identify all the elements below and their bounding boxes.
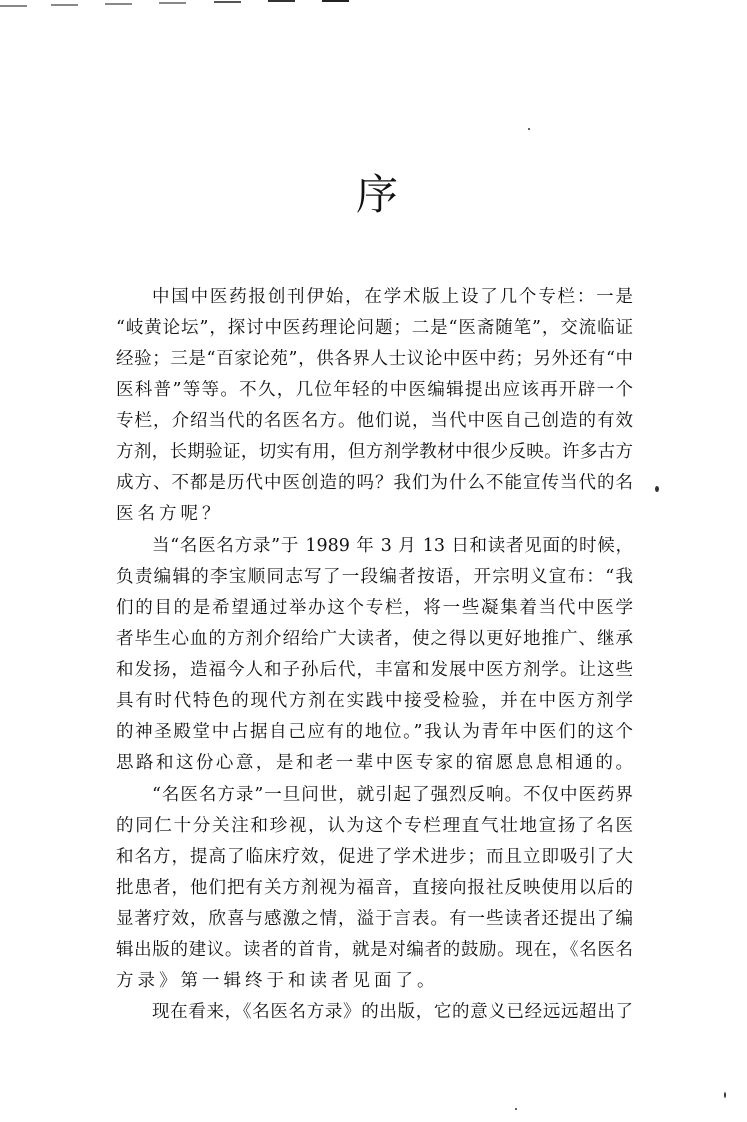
text-line: 显著疗效，欣喜与感激之情，溢于言表。有一些读者还提出了编 xyxy=(116,909,633,929)
text-line: 方剂，长期验证，切实有用，但方剂学教材中很少反映。许多古方 xyxy=(116,442,633,462)
text-line: 者毕生心血的方剂介绍给广大读者，使之得以更好地推广、继承 xyxy=(116,629,633,649)
text-line: 负责编辑的李宝顺同志写了一段编者按语，开宗明义宣布：“我 xyxy=(116,567,633,587)
text-line: 思路和这份心意，是和老一辈中医专家的宿愿息息相通的。 xyxy=(116,753,633,773)
text-line: 方录》第一辑终于和读者见面了。 xyxy=(116,971,439,991)
text-line: 中国中医药报创刊伊始，在学术版上设了几个专栏：一是 xyxy=(152,287,633,307)
text-line: “名医名方录”一旦问世，就引起了强烈反响。不仅中医药界 xyxy=(152,785,633,805)
scan-speck xyxy=(655,486,659,492)
text-line: 和发扬，造福今人和子孙后代，丰富和发展中医方剂学。让这些 xyxy=(116,660,633,680)
text-line: “岐黄论坛”，探讨中医药理论问题；二是“医斋随笔”，交流临证 xyxy=(116,318,633,338)
text-line: 现在看来，《名医名方录》的出版，它的意义已经远远超出了 xyxy=(152,1002,633,1022)
edge-dash xyxy=(0,5,27,7)
text-line: 经验；三是“百家论苑”，供各界人士议论中医中药；另外还有“中 xyxy=(116,349,633,369)
text-line: 医科普”等等。不久，几位年轻的中医编辑提出应该再开辟一个 xyxy=(116,380,633,400)
edge-dash xyxy=(322,0,349,2)
text-line: 当“名医名方录”于 1989 年 3 月 13 日和读者见面的时候， xyxy=(152,536,633,556)
edge-dash xyxy=(51,4,78,6)
scan-speck xyxy=(515,1108,517,1110)
text-line: 批患者，他们把有关方剂视为福音，直接向报社反映使用以后的 xyxy=(116,878,633,898)
scan-speck xyxy=(724,1092,726,1098)
text-line: 辑出版的建议。读者的首肯，就是对编者的鼓励。现在，《名医名 xyxy=(116,940,633,960)
text-line: 的神圣殿堂中占据自己应有的地位。”我认为青年中医们的这个 xyxy=(116,722,633,742)
scan-speck xyxy=(528,128,530,130)
text-line: 和名方，提高了临床疗效，促进了学术进步；而且立即吸引了大 xyxy=(116,847,633,867)
text-line: 医名方呢？ xyxy=(116,504,224,524)
text-line: 专栏，介绍当代的名医名方。他们说，当代中医自己创造的有效 xyxy=(116,411,633,431)
text-line: 成方、不都是历代中医创造的吗？我们为什么不能宣传当代的名 xyxy=(116,473,633,493)
text-line: 们的目的是希望通过举办这个专栏，将一些凝集着当代中医学 xyxy=(116,598,633,618)
edge-dash xyxy=(105,3,132,5)
text-line: 具有时代特色的现代方剂在实践中接受检验，并在中医方剂学 xyxy=(116,691,633,711)
page-title: 序 xyxy=(355,170,398,219)
edge-dash xyxy=(268,0,295,2)
text-line: 的同仁十分关注和珍视，认为这个专栏理直气壮地宣扬了名医 xyxy=(116,816,633,836)
edge-dash xyxy=(214,1,241,3)
edge-dash xyxy=(159,2,186,4)
